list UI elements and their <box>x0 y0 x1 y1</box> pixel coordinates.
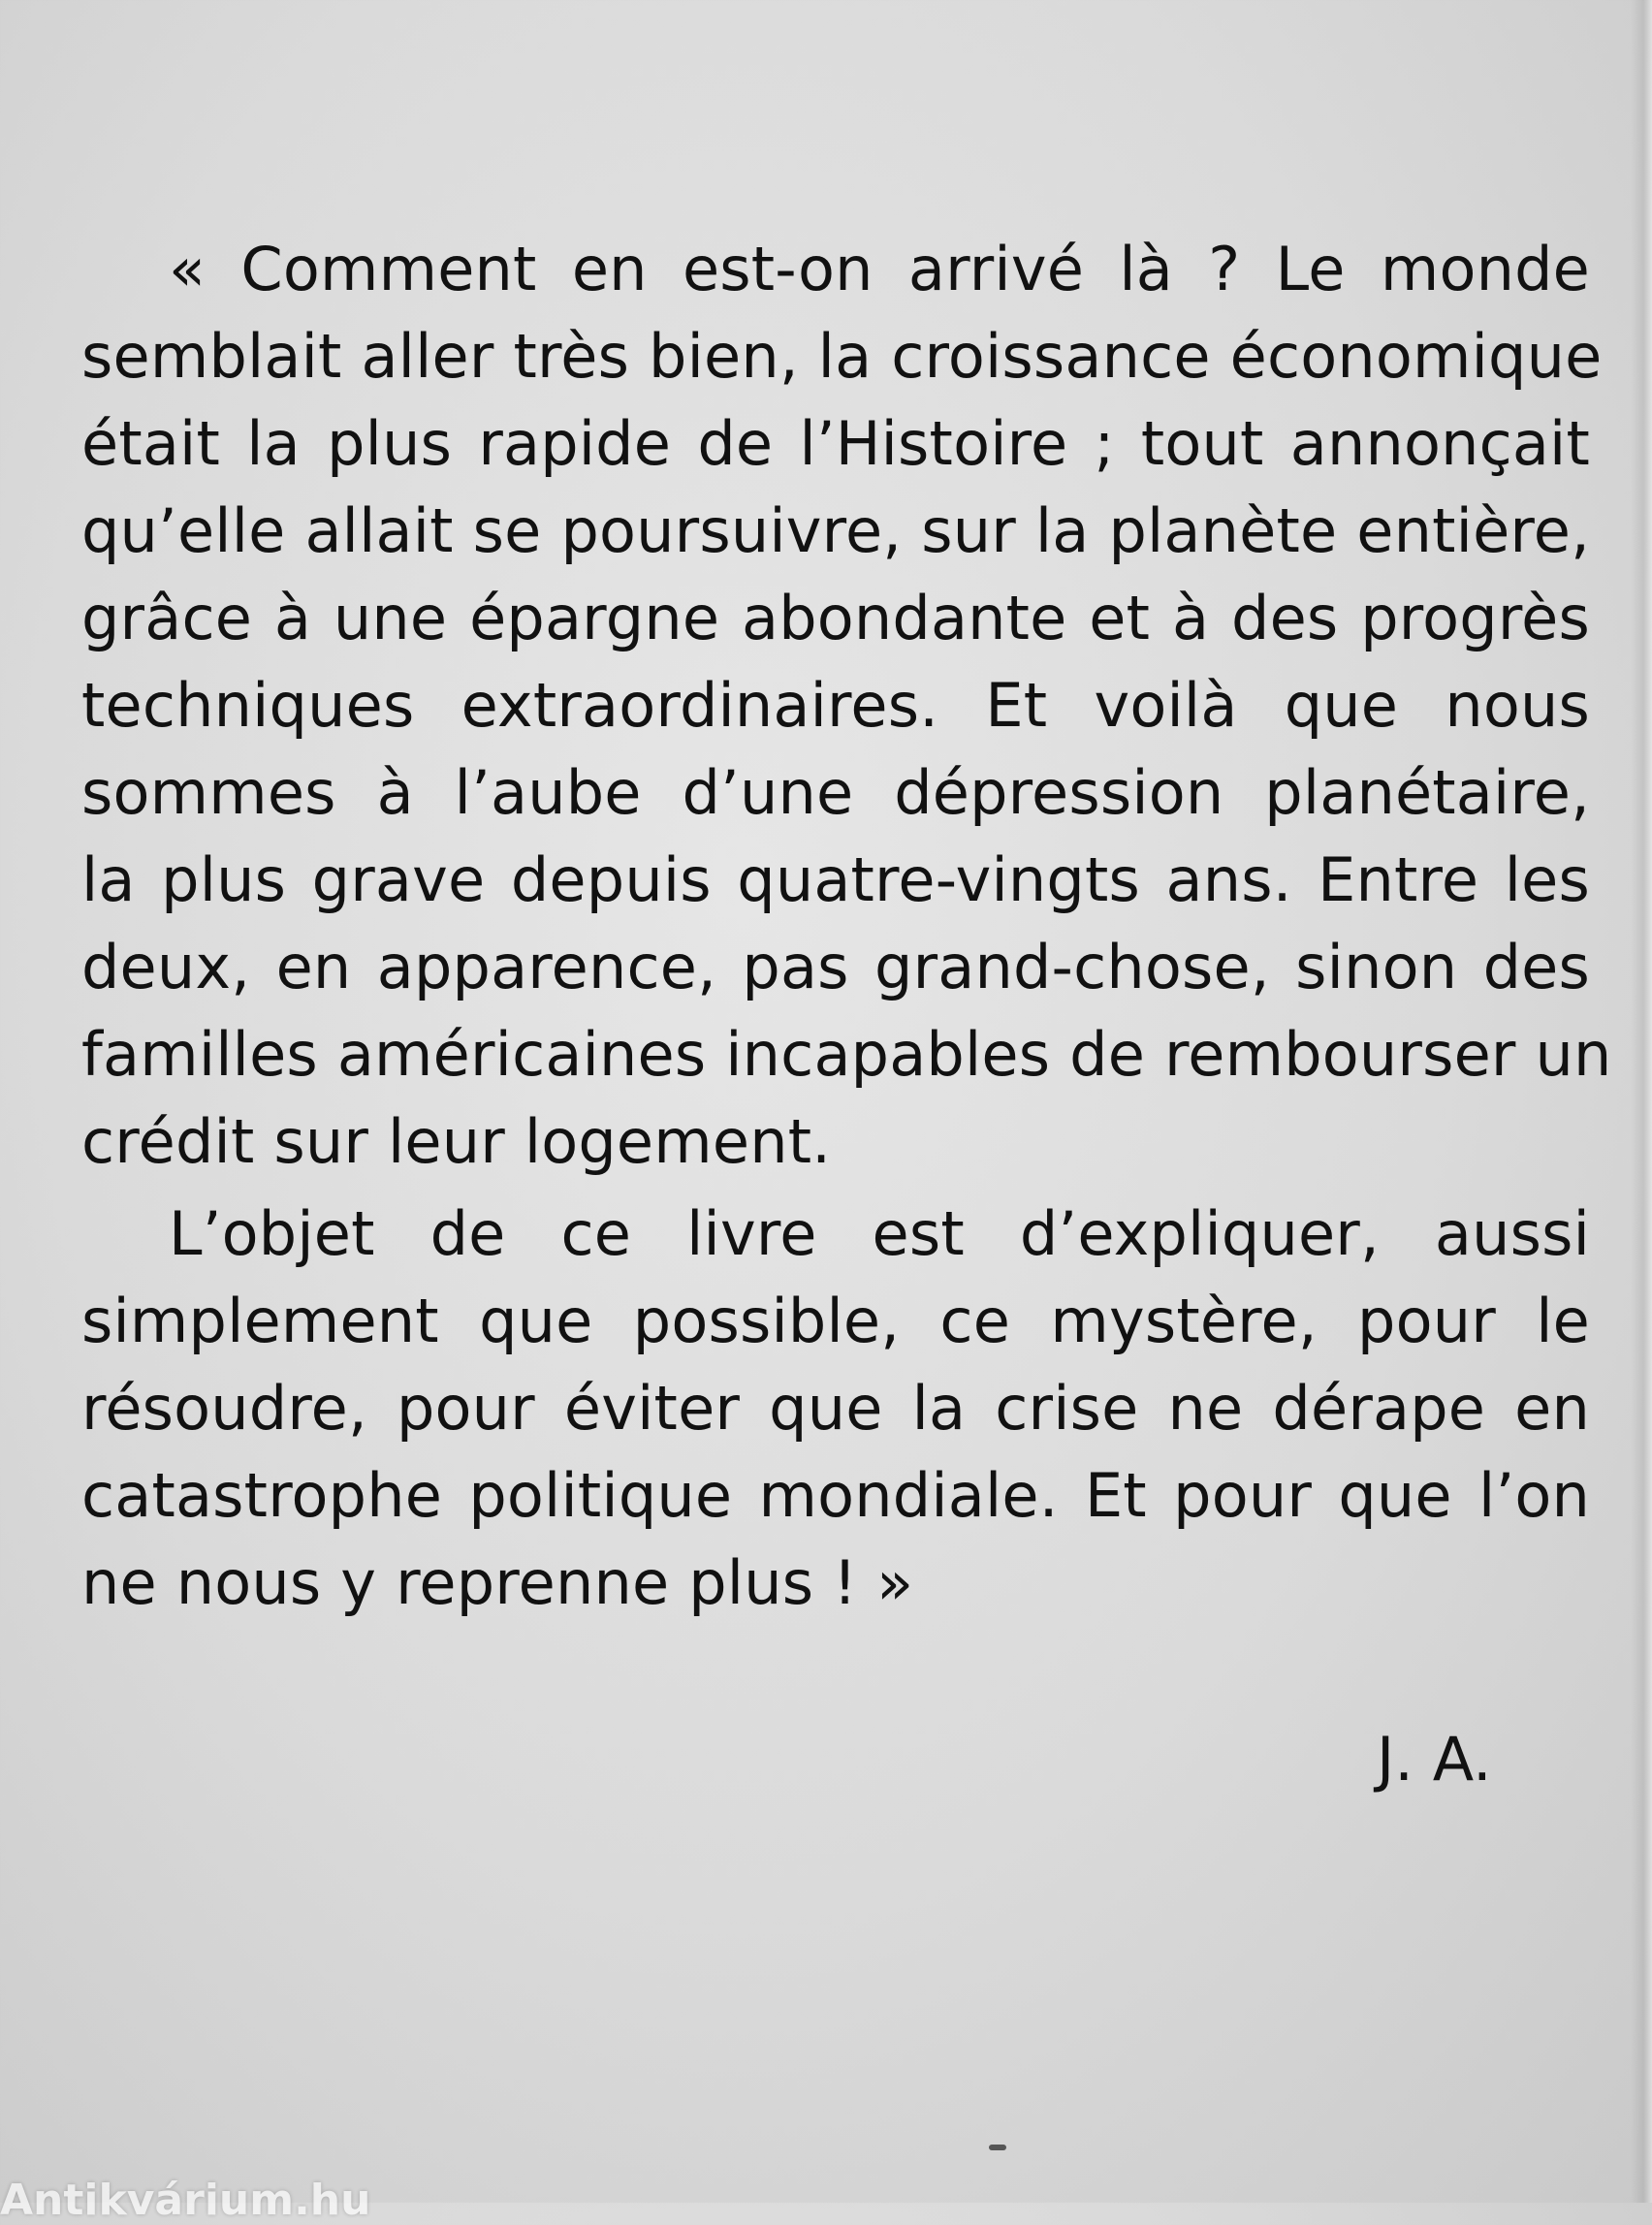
text-line: résoudre, pour éviter que la crise ne dérape en <box>81 1373 1590 1444</box>
watermark: Antikvárium.hu <box>0 2176 371 2225</box>
text-line: techniques extraordinaires. Et voilà que nous <box>81 670 1590 741</box>
text-line: deux, en apparence, pas grand-chose, sinon des <box>81 932 1590 1002</box>
text-line: ne nous y reprenne plus ! » <box>81 1547 914 1618</box>
text-line: catastrophe politique mondiale. Et pour que l’on <box>81 1460 1590 1531</box>
author-initials: J. A. <box>1377 1724 1492 1795</box>
text-line: sommes à l’aube d’une dépression planétaire, <box>81 757 1590 828</box>
text-line: qu’elle allait se poursuivre, sur la planète entière, <box>81 495 1590 566</box>
text-line: grâce à une épargne abondante et à des progrès <box>81 583 1590 653</box>
text-line: crédit sur leur logement. <box>81 1106 832 1177</box>
page-edge-shadow <box>1631 0 1652 2203</box>
text-line: était la plus rapide de l’Histoire ; tout annonçait <box>81 408 1590 479</box>
text-line: « Comment en est-on arrivé là ? Le monde <box>169 234 1590 304</box>
text-line: semblait aller très bien, la croissance économique <box>81 321 1603 392</box>
text-line: L’objet de ce livre est d’expliquer, aussi <box>169 1198 1590 1269</box>
text-line: la plus grave depuis quatre-vingts ans. Entre les <box>81 844 1590 915</box>
paper-speck <box>989 2145 1006 2150</box>
text-line: simplement que possible, ce mystère, pour le <box>81 1286 1590 1356</box>
text-line: familles américaines incapables de rembourser un <box>81 1019 1612 1090</box>
